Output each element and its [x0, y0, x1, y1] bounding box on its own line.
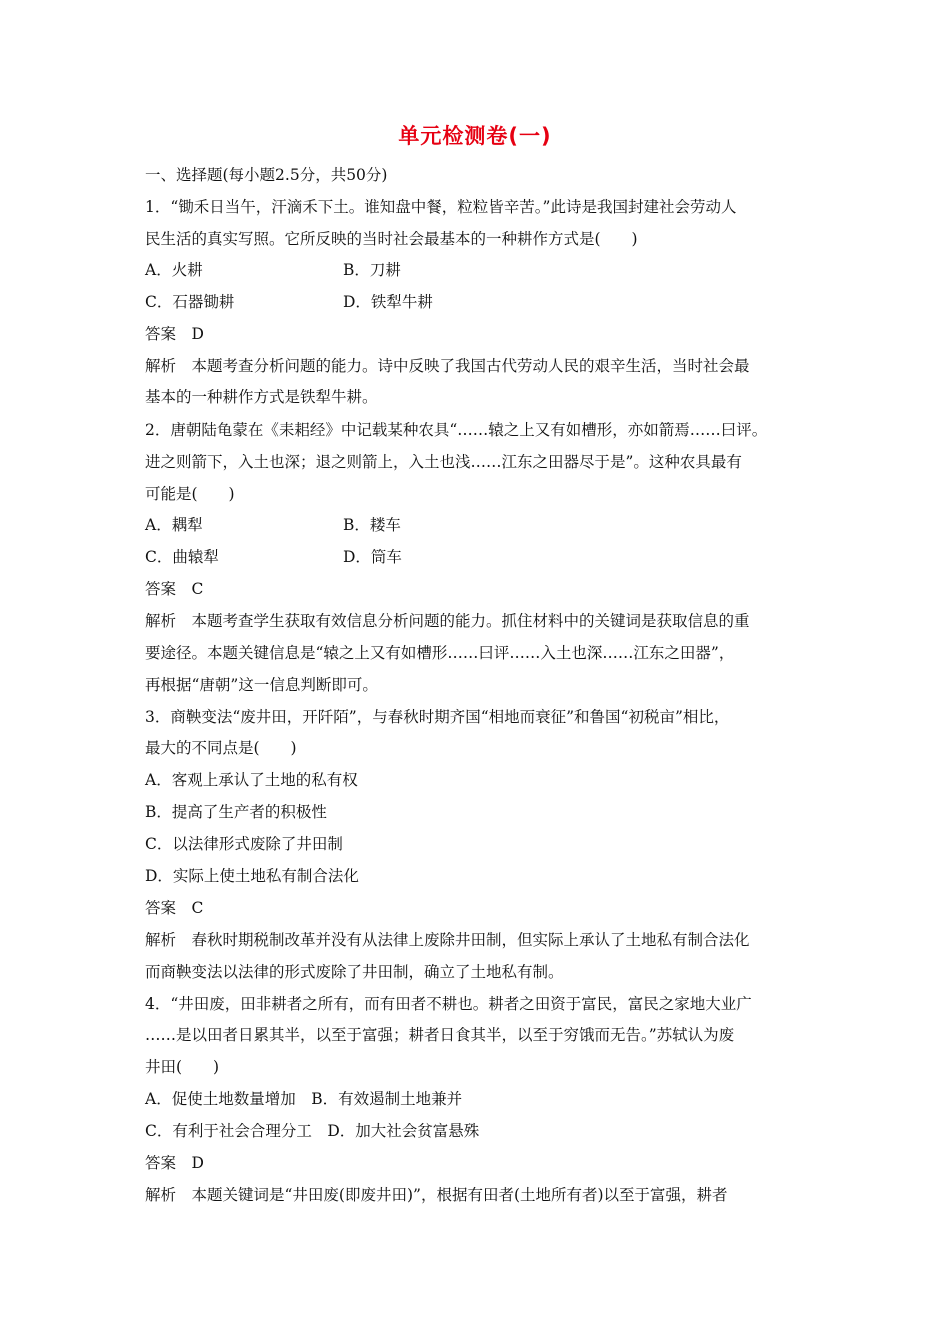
- question-2-analysis-line-2: 要途径。本题关键信息是“辕之上又有如槽形……曰评……入土也深……江东之田器”，: [145, 644, 735, 662]
- section-header: 一、选择题(每小题2.5分，共50分): [145, 166, 388, 184]
- question-3-option-d: D．实际上使土地私有制合法化: [145, 867, 359, 885]
- question-4-analysis-line-1: 解析 本题关键词是“井田废(即废井田)”，根据有田者(土地所有者)以至于富强，耕者: [145, 1186, 728, 1204]
- question-3-stem-line-1: 3．商鞅变法“废井田，开阡陌”，与春秋时期齐国“相地而衰征”和鲁国“初税亩”相比，: [145, 708, 730, 726]
- question-1-analysis-line-1: 解析 本题考查分析问题的能力。诗中反映了我国古代劳动人民的艰辛生活，当时社会最: [145, 357, 750, 375]
- question-2-option-c: C．曲辕犁: [145, 548, 219, 566]
- question-2-option-a: A．耦犁: [145, 516, 203, 534]
- question-4-answer: 答案 D: [145, 1154, 204, 1172]
- question-3-option-b: B．提高了生产者的积极性: [145, 803, 327, 821]
- question-4-stem-line-1: 4．“井田废，田非耕者之所有，而有田者不耕也。耕者之田资于富民，富民之家地大业广: [145, 995, 752, 1013]
- question-4-stem-line-3: 井田( ): [145, 1058, 220, 1076]
- question-2-option-d: D．筒车: [343, 548, 402, 566]
- question-1-answer: 答案 D: [145, 325, 204, 343]
- question-1-option-a: A．火耕: [145, 261, 203, 279]
- question-4-options-row-1: A．促使土地数量增加 B．有效遏制土地兼并: [145, 1090, 463, 1108]
- question-4-options-row-2: C．有利于社会合理分工 D．加大社会贫富悬殊: [145, 1122, 480, 1140]
- question-1-option-c: C．石器锄耕: [145, 293, 235, 311]
- question-2-analysis-line-3: 再根据“唐朝”这一信息判断即可。: [145, 676, 378, 694]
- question-3-stem-line-2: 最大的不同点是( ): [145, 739, 297, 757]
- question-3-analysis-line-2: 而商鞅变法以法律的形式废除了井田制，确立了土地私有制。: [145, 963, 564, 981]
- question-3-analysis-line-1: 解析 春秋时期税制改革并没有从法律上废除井田制，但实际上承认了土地私有制合法化: [145, 931, 750, 949]
- question-2-analysis-line-1: 解析 本题考查学生获取有效信息分析问题的能力。抓住材料中的关键词是获取信息的重: [145, 612, 750, 630]
- question-2-stem-line-1: 2．唐朝陆龟蒙在《耒耜经》中记载某种农具“……辕之上又有如槽形，亦如箭焉……曰评。: [145, 421, 768, 439]
- question-1-option-d: D．铁犁牛耕: [343, 293, 433, 311]
- question-1-stem-line-1: 1．“锄禾日当午，汗滴禾下土。谁知盘中餐，粒粒皆辛苦。”此诗是我国封建社会劳动人: [145, 198, 737, 216]
- question-3-option-c: C．以法律形式废除了井田制: [145, 835, 343, 853]
- question-1-stem-line-2: 民生活的真实写照。它所反映的当时社会最基本的一种耕作方式是( ): [145, 230, 638, 248]
- question-1-analysis-line-2: 基本的一种耕作方式是铁犁牛耕。: [145, 388, 378, 406]
- question-2-stem-line-3: 可能是( ): [145, 485, 235, 503]
- question-1-option-b: B．刀耕: [343, 261, 401, 279]
- question-2-stem-line-2: 进之则箭下，入土也深；退之则箭上，入土也浅……江东之田器尽于是”。这种农具最有: [145, 453, 742, 471]
- question-3-option-a: A．客观上承认了土地的私有权: [145, 771, 358, 789]
- page-title: 单元检测卷(一): [398, 124, 552, 148]
- question-3-answer: 答案 C: [145, 899, 204, 917]
- question-2-option-b: B．耧车: [343, 516, 401, 534]
- question-4-stem-line-2: ……是以田者日累其半，以至于富强；耕者日食其半，以至于穷饿而无告。”苏轼认为废: [145, 1026, 735, 1044]
- question-2-answer: 答案 C: [145, 580, 204, 598]
